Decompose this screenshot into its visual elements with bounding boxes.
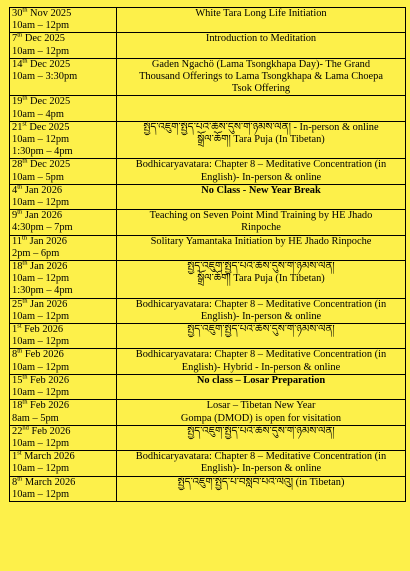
schedule-row bbox=[10, 121, 406, 159]
event-date bbox=[12, 33, 114, 45]
schedule-row bbox=[10, 96, 406, 121]
date-day: 9 bbox=[12, 210, 18, 222]
schedule-row bbox=[10, 374, 406, 399]
schedule-row bbox=[10, 298, 406, 323]
date-ordinal-suffix: th bbox=[22, 158, 28, 165]
schedule-row bbox=[10, 8, 406, 33]
schedule-row bbox=[10, 349, 406, 374]
event-cell bbox=[117, 8, 406, 33]
date-cell bbox=[10, 235, 117, 260]
date-ordinal-suffix: th bbox=[22, 298, 28, 305]
event-cell bbox=[117, 121, 406, 159]
event-cell bbox=[117, 425, 406, 450]
event-title-line: Gompa (DMOD) is open for visitation bbox=[180, 412, 342, 424]
schedule-row bbox=[10, 33, 406, 58]
event-title-line: སྤྱོད་འཇུག་སྤྱོད་པའི་ཆོས་དུས་གི་ཉམས་ལེན། bbox=[187, 324, 335, 336]
date-cell bbox=[10, 476, 117, 501]
event-cell bbox=[117, 324, 406, 349]
date-month-year: Dec 2025 bbox=[27, 159, 71, 171]
date-ordinal-suffix: th bbox=[17, 476, 23, 483]
event-date bbox=[12, 236, 114, 248]
event-time: 10am – 12pm bbox=[12, 437, 70, 449]
date-month-year: March 2026 bbox=[21, 451, 75, 463]
schedule-row bbox=[10, 451, 406, 476]
event-date bbox=[12, 159, 114, 171]
event-date bbox=[12, 299, 114, 311]
event-date bbox=[12, 400, 114, 412]
event-title-line: Rinpoche bbox=[241, 222, 281, 234]
event-date bbox=[12, 324, 114, 336]
date-ordinal-suffix: nd bbox=[22, 425, 29, 432]
date-ordinal-suffix: th bbox=[22, 235, 28, 242]
date-month-year: Feb 2026 bbox=[21, 324, 64, 336]
event-title-line: སྤྱོད་འཇུག་སྤྱོད་པའི་ཆོས་དུས་གི་ཉམས་ལེན། bbox=[187, 261, 335, 273]
event-title-line: White Tara Long Life Initiation bbox=[195, 8, 327, 19]
date-day: 19 bbox=[12, 96, 23, 108]
event-date bbox=[12, 349, 114, 361]
event-time: 10am – 12pm bbox=[12, 336, 70, 348]
event-cell bbox=[117, 235, 406, 260]
event-title-line: Teaching on Seven Point Mind Training by HE Jhado bbox=[149, 210, 373, 222]
date-day: 18 bbox=[12, 261, 23, 273]
schedule-row bbox=[10, 261, 406, 299]
date-ordinal-suffix: th bbox=[17, 32, 23, 39]
event-time: 4:30pm – 7pm bbox=[12, 222, 73, 234]
date-ordinal-suffix: th bbox=[22, 7, 28, 14]
event-cell bbox=[117, 96, 406, 121]
event-time: 10am – 12pm bbox=[12, 387, 70, 399]
date-month-year: March 2026 bbox=[22, 476, 76, 488]
schedule-table bbox=[9, 7, 406, 502]
date-month-year: Jan 2026 bbox=[27, 261, 68, 273]
event-title-line: Solitary Yamantaka Initiation by HE Jhado Rinpoche bbox=[150, 235, 372, 247]
date-day: 1 bbox=[12, 451, 18, 463]
event-time: 2pm – 6pm bbox=[12, 247, 60, 259]
event-title-line: Bodhicaryavatara: Chapter 8 – Meditative Concentration (in bbox=[135, 159, 387, 171]
event-time: 10am – 12pm bbox=[12, 488, 70, 500]
event-cell bbox=[117, 210, 406, 235]
date-ordinal-suffix: th bbox=[22, 260, 28, 267]
date-ordinal-suffix: th bbox=[22, 95, 28, 102]
event-title-line: Bodhicaryavatara: Chapter 8 – Meditative Concentration (in bbox=[135, 349, 387, 361]
event-time: 10am – 12pm bbox=[12, 197, 70, 209]
date-month-year: Feb 2026 bbox=[28, 425, 71, 437]
event-cell bbox=[117, 374, 406, 399]
date-day: 22 bbox=[12, 425, 23, 437]
date-ordinal-suffix: th bbox=[17, 184, 23, 191]
date-cell bbox=[10, 121, 117, 159]
date-month-year: Dec 2025 bbox=[22, 33, 65, 45]
date-ordinal-suffix: st bbox=[17, 450, 22, 457]
date-cell bbox=[10, 96, 117, 121]
date-month-year: Jan 2026 bbox=[27, 298, 68, 310]
event-time: 10am – 12pm bbox=[12, 463, 70, 475]
schedule-row bbox=[10, 184, 406, 209]
event-cell bbox=[117, 33, 406, 58]
event-time: 1:30pm – 4pm bbox=[12, 146, 73, 158]
event-title-line: སྤྱོད་འཇུག་སྤྱོད་པའི་ཆོས་དུས་གི་ཉམས་ལེན། - In-person & online bbox=[143, 121, 379, 133]
date-day: 21 bbox=[12, 121, 23, 133]
event-title-line: Tsok Offering bbox=[231, 83, 291, 95]
event-title-line: སྤྱོད་འཇུག་སྤྱོད་པའི་ཆོས་དུས་གི་ཉམས་ལེན། bbox=[187, 425, 335, 437]
event-title-line: Bodhicaryavatara: Chapter 8 – Meditative Concentration (in bbox=[135, 298, 387, 310]
date-ordinal-suffix: th bbox=[22, 399, 28, 406]
date-month-year: Jan 2026 bbox=[22, 210, 63, 222]
schedule-row bbox=[10, 400, 406, 425]
event-title-line: English)- In-person & online bbox=[200, 463, 322, 475]
event-time: 10am – 12pm bbox=[12, 45, 70, 57]
event-title-line: Introduction to Meditation bbox=[205, 33, 317, 45]
event-cell bbox=[117, 159, 406, 184]
date-day: 7 bbox=[12, 33, 18, 45]
event-cell bbox=[117, 184, 406, 209]
event-title-line: Bodhicaryavatara: Chapter 8 – Meditative Concentration (in bbox=[135, 451, 387, 463]
event-date bbox=[12, 261, 114, 273]
date-ordinal-suffix: th bbox=[17, 209, 23, 216]
event-date bbox=[12, 185, 114, 197]
schedule-row bbox=[10, 159, 406, 184]
date-ordinal-suffix: th bbox=[17, 348, 23, 356]
event-title-line: Thousand Offerings to Lama Tsongkhapa & Lama Choepa bbox=[139, 71, 383, 83]
date-month-year: Dec 2025 bbox=[27, 58, 71, 70]
event-date bbox=[12, 477, 114, 489]
event-title-line: Gaden Ngachö (Lama Tsongkhapa Day)- The Grand bbox=[151, 58, 371, 70]
date-cell bbox=[10, 400, 117, 425]
schedule-row bbox=[10, 235, 406, 260]
date-cell bbox=[10, 261, 117, 299]
event-date bbox=[12, 96, 114, 108]
event-title-line: སྒྲོལ་ཆོག། Tara Puja (In Tibetan) bbox=[197, 273, 325, 285]
date-day: 14 bbox=[12, 58, 23, 70]
date-month-year: Jan 2026 bbox=[27, 235, 67, 247]
event-title-line: English)- In-person & online bbox=[200, 310, 322, 322]
date-month-year: Feb 2026 bbox=[22, 349, 64, 361]
event-date bbox=[12, 375, 114, 387]
event-title-line: No class – Losar Preparation bbox=[196, 374, 326, 386]
event-cell bbox=[117, 298, 406, 323]
event-time: 10am – 5pm bbox=[12, 171, 64, 183]
event-time: 1:30pm – 4pm bbox=[12, 285, 73, 297]
event-title-line: No Class - New Year Break bbox=[201, 184, 321, 196]
date-cell bbox=[10, 184, 117, 209]
event-title-line: English)- Hybrid - In-person & online bbox=[181, 361, 341, 373]
schedule-row bbox=[10, 425, 406, 450]
event-time: 10am – 4pm bbox=[12, 108, 64, 120]
schedule-row bbox=[10, 58, 406, 96]
date-day: 25 bbox=[12, 298, 23, 310]
date-day: 18 bbox=[12, 400, 23, 412]
date-day: 8 bbox=[12, 476, 18, 488]
event-date bbox=[12, 451, 114, 463]
date-month-year: Feb 2026 bbox=[27, 374, 70, 386]
date-cell bbox=[10, 210, 117, 235]
event-date bbox=[12, 8, 114, 20]
date-cell bbox=[10, 298, 117, 323]
event-time: 10am – 12pm bbox=[12, 134, 70, 146]
event-date bbox=[12, 210, 114, 222]
event-title-line: སྒྲོལ་ཆོག། Tara Puja (In Tibetan) bbox=[197, 134, 325, 146]
event-time: 10am – 3:30pm bbox=[12, 71, 78, 83]
event-time: 10am – 12pm bbox=[12, 310, 70, 322]
date-day: 8 bbox=[12, 349, 18, 361]
date-month-year: Dec 2025 bbox=[26, 121, 70, 133]
date-day: 15 bbox=[12, 374, 23, 386]
date-ordinal-suffix: th bbox=[22, 374, 28, 381]
date-day: 11 bbox=[12, 235, 23, 247]
date-day: 30 bbox=[12, 8, 23, 19]
event-time: 8am – 5pm bbox=[12, 412, 59, 424]
date-month-year: Dec 2025 bbox=[27, 96, 71, 108]
event-time: 10am – 12pm bbox=[12, 20, 70, 32]
event-time: 10am – 12pm bbox=[12, 361, 70, 373]
event-cell bbox=[117, 58, 406, 96]
event-cell bbox=[117, 400, 406, 425]
date-cell bbox=[10, 425, 117, 450]
date-day: 1 bbox=[12, 324, 18, 336]
date-day: 4 bbox=[12, 184, 18, 196]
date-cell bbox=[10, 33, 117, 58]
date-cell bbox=[10, 8, 117, 33]
date-ordinal-suffix: th bbox=[22, 58, 28, 65]
date-cell bbox=[10, 159, 117, 184]
event-cell bbox=[117, 349, 406, 374]
schedule-row bbox=[10, 324, 406, 349]
date-cell bbox=[10, 349, 117, 374]
event-title-line: English)- In-person & online bbox=[200, 171, 322, 183]
date-cell bbox=[10, 324, 117, 349]
date-day: 28 bbox=[12, 159, 23, 171]
schedule-row bbox=[10, 210, 406, 235]
date-cell bbox=[10, 58, 117, 96]
event-time: 10am – 12pm bbox=[12, 273, 70, 285]
event-date bbox=[12, 122, 114, 134]
event-title-line: Losar – Tibetan New Year bbox=[206, 400, 316, 412]
event-cell bbox=[117, 451, 406, 476]
date-cell bbox=[10, 374, 117, 399]
event-cell bbox=[117, 261, 406, 299]
event-date bbox=[12, 59, 114, 71]
date-ordinal-suffix: st bbox=[22, 121, 27, 128]
date-month-year: Nov 2025 bbox=[27, 8, 72, 19]
date-cell bbox=[10, 451, 117, 476]
date-month-year: Jan 2026 bbox=[22, 184, 63, 196]
date-month-year: Feb 2026 bbox=[27, 400, 70, 412]
event-date bbox=[12, 426, 114, 438]
event-title-line: སྤྱོད་འཇུག་སྤྱོད་པ་བསླབ་པའི་ལེའུ། (in Tibetan) bbox=[177, 476, 345, 488]
schedule-row bbox=[10, 476, 406, 501]
event-cell bbox=[117, 476, 406, 501]
date-ordinal-suffix: st bbox=[17, 323, 22, 330]
